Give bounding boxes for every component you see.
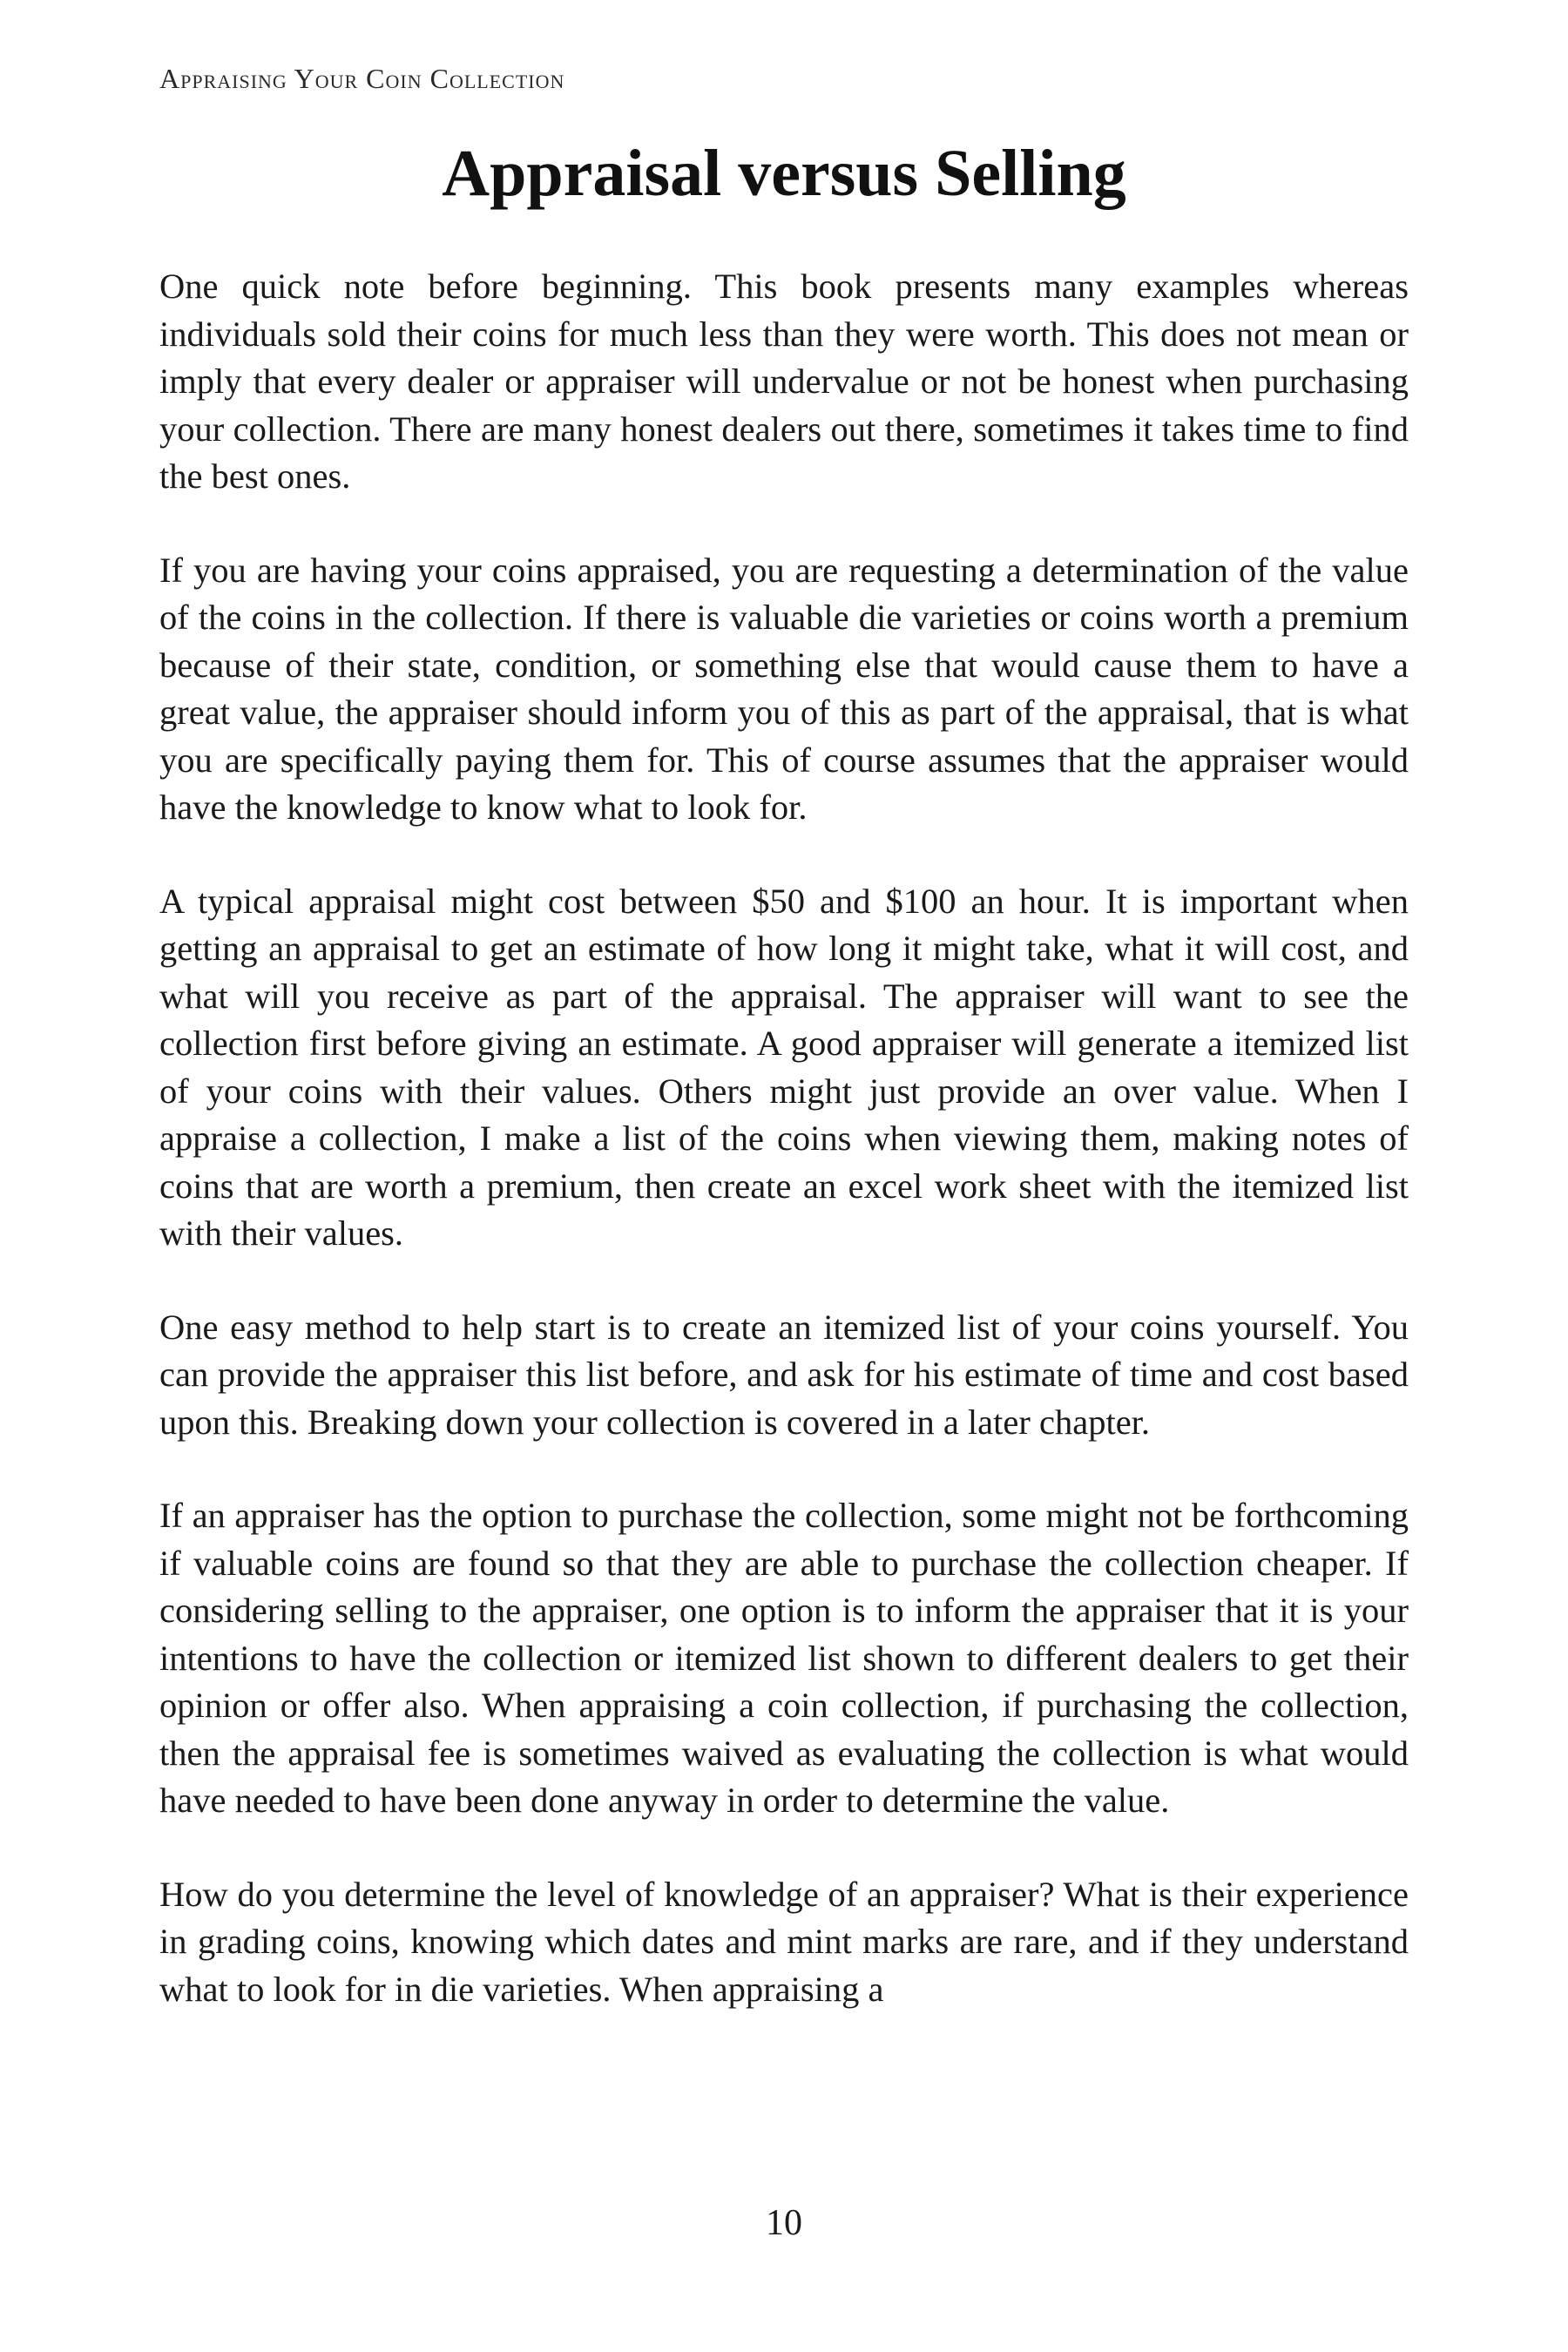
- paragraph: If an appraiser has the option to purchase the collection, some might not be forthcoming if valuable coins are found so that they are able to purchase the collection cheaper. If considering selling to the appraiser, one option is to inform the appraiser that it is your intentions to have the collection or itemized list shown to different dealers to get their opinion or offer also. When appraising a coin collection, if purchasing the collection, then the appraisal fee is sometimes waived as evaluating the collection is what would have needed to have been done anyway in order to determine the value.: [159, 1496, 1409, 1820]
- body-text: [159, 263, 1409, 2013]
- paragraph: How do you determine the level of knowledge of an appraiser? What is their experience in grading coins, knowing which dates and mint marks are rare, and if they understand what to look for in die varieties. When appraising a: [159, 1874, 1409, 2009]
- page-number: 10: [766, 2203, 802, 2243]
- running-header: Appraising Your Coin Collection: [159, 63, 565, 94]
- section-title: Appraisal versus Selling: [442, 137, 1126, 210]
- paragraph: One quick note before beginning. This book presents many examples whereas individuals sold their coins for much less than they were worth. This does not mean or imply that every dealer or appraiser will undervalue or not be honest when purchasing your collection. There are many honest dealers out there, sometimes it takes time to find the best ones.: [159, 267, 1409, 496]
- paragraph: If you are having your coins appraised, you are requesting a determination of the value of the coins in the collection. If there is valuable die varieties or coins worth a premium because of their state, condition, or something else that would cause them to have a great value, the appraiser should inform you of this as part of the appraisal, that is what you are specifically paying them for. This of course assumes that the appraiser would have the knowledge to know what to look for.: [159, 550, 1409, 827]
- paragraph: A typical appraisal might cost between $50 and $100 an hour. It is important when getting an appraisal to get an estimate of how long it might take, what it will cost, and what will you receive as part of the appraisal. The appraiser will want to see the collection first before giving an estimate. A good appraiser will generate a itemized list of your coins with their values. Others might just provide an over value. When I appraise a collection, I make a list of the coins when viewing them, making notes of coins that are worth a premium, then create an excel work sheet with the itemized list with their values.: [159, 881, 1409, 1253]
- paragraph: One easy method to help start is to create an itemized list of your coins yourself. You can provide the appraiser this list before, and ask for his estimate of time and cost based upon this. Breaking down your collection is covered in a later chapter.: [159, 1307, 1409, 1442]
